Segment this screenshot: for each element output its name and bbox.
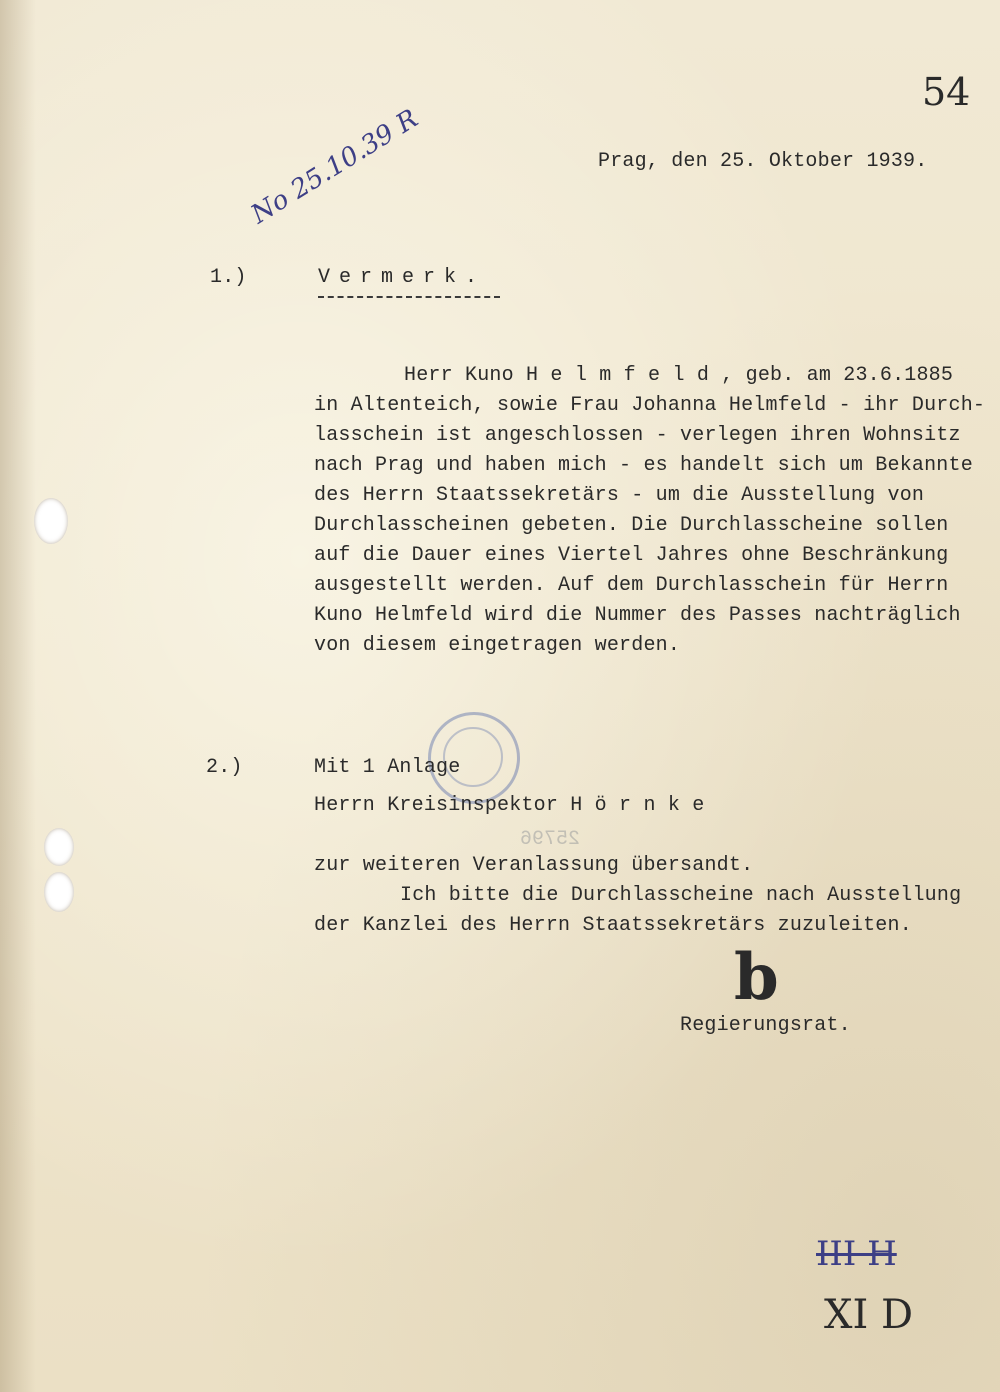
- section-1-number: 1.): [210, 266, 247, 289]
- attachment-line: Mit 1 Anlage: [314, 756, 461, 779]
- forwarding-line: zur weiteren Veranlassung übersandt.: [314, 854, 754, 877]
- signature-title: Regierungsrat.: [680, 1014, 851, 1037]
- filing-mark: XI D: [824, 1292, 914, 1338]
- body-line-8: ausgestellt werden. Auf dem Durchlasschein für Herrn: [314, 574, 949, 597]
- section-1-heading: Vermerk.: [318, 266, 487, 289]
- faint-mirrored-number: 25796: [520, 828, 581, 851]
- date-line: Prag, den 25. Oktober 1939.: [598, 150, 928, 173]
- body-line-9: Kuno Helmfeld wird die Nummer des Passes nachträglich: [314, 604, 961, 627]
- body-line-3: lasschein ist angeschlossen - verlegen ihren Wohnsitz: [314, 424, 961, 447]
- body-line-4: nach Prag und haben mich - es handelt sich um Bekannte: [314, 454, 973, 477]
- body-line-1: Herr Kuno H e l m f e l d , geb. am 23.6.1885: [404, 364, 954, 387]
- body-line-5: des Herrn Staatssekretärs - um die Ausstellung von: [314, 484, 925, 507]
- punch-hole-top: [34, 498, 68, 544]
- punch-hole-middle: [44, 828, 74, 866]
- body-line-2: in Altenteich, sowie Frau Johanna Helmfeld - ihr Durch-: [314, 394, 986, 417]
- recipient-line: Herrn Kreisinspektor H ö r n k e: [314, 794, 705, 817]
- handwritten-date-note: No 25.10.39 R: [246, 103, 424, 230]
- body-line-10: von diesem eingetragen werden.: [314, 634, 681, 657]
- punch-hole-bottom: [44, 872, 74, 912]
- heading-underline: [318, 296, 500, 298]
- page-number: 54: [922, 70, 971, 114]
- signature-initial: b: [734, 940, 779, 1015]
- request-line: Ich bitte die Durchlasscheine nach Ausstellung: [400, 884, 962, 907]
- paper-edge: [0, 0, 36, 1392]
- body-line-7: auf die Dauer eines Viertel Jahres ohne Beschränkung: [314, 544, 949, 567]
- filing-mark-crossed: III H: [816, 1234, 897, 1274]
- body-line-6: Durchlasscheinen gebeten. Die Durchlasscheine sollen: [314, 514, 949, 537]
- request-line-2: der Kanzlei des Herrn Staatssekretärs zuzuleiten.: [314, 914, 912, 937]
- section-2-number: 2.): [206, 756, 243, 779]
